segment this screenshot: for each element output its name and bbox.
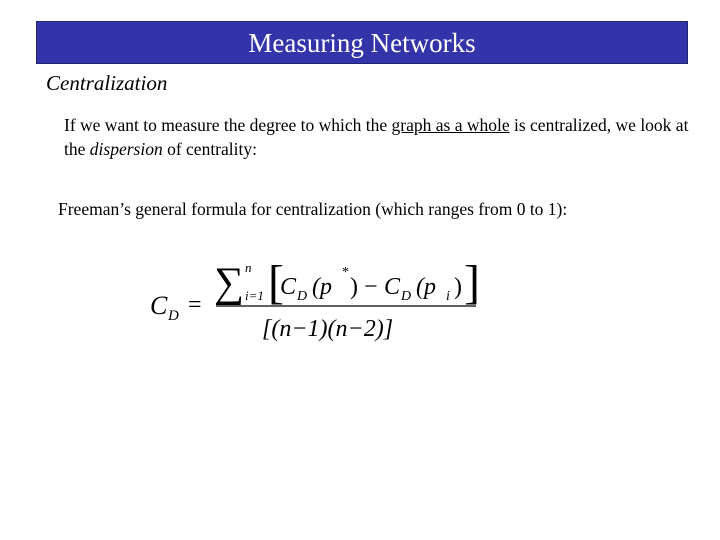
intro-text-part1: If we want to measure the degree to which the <box>64 115 392 135</box>
formula-term1-sub: D <box>297 289 308 304</box>
formula-lhs-sub: D <box>168 308 179 324</box>
formula-sum-symbol: ∑ <box>214 260 244 306</box>
formula-minus: − <box>364 274 378 300</box>
intro-text-part2: is centralized, we look at the <box>64 115 689 159</box>
intro-text-underlined: graph as a whole <box>391 115 510 135</box>
intro-text-part3: of centrality: <box>162 139 257 159</box>
slide-title-bar <box>36 21 688 64</box>
formula-term1-close: ) <box>350 274 358 300</box>
formula-denominator: [(n−1)(n−2)] <box>262 316 394 342</box>
centralization-formula <box>140 248 500 348</box>
formula-sum-lower: i=1 <box>245 288 264 303</box>
formula-term2-arg: (p <box>416 274 436 300</box>
formula-svg <box>140 248 500 348</box>
formula-term2-sub: D <box>401 289 412 304</box>
formula-term1-arg: (p <box>312 274 332 300</box>
formula-term2-close: ) <box>454 274 462 300</box>
section-heading: Centralization <box>46 71 168 95</box>
formula-intro-text: Freeman’s general formula for centralization (which ranges from 0 to 1): <box>58 199 568 219</box>
intro-text-italic: dispersion <box>89 139 163 159</box>
formula-sum-upper: n <box>245 260 252 275</box>
intro-paragraph <box>64 113 704 161</box>
formula-term2-arg-sub: i <box>446 289 450 304</box>
formula-term1: C <box>280 274 297 300</box>
formula-term2: C <box>384 274 401 300</box>
formula-term1-sup: * <box>342 265 349 280</box>
formula-bracket-open: [ <box>268 256 284 309</box>
slide-title: Measuring Networks <box>248 28 476 58</box>
formula-bracket-close: ] <box>464 256 480 309</box>
formula-lhs: C <box>150 291 168 320</box>
formula-equals: = <box>188 292 202 318</box>
